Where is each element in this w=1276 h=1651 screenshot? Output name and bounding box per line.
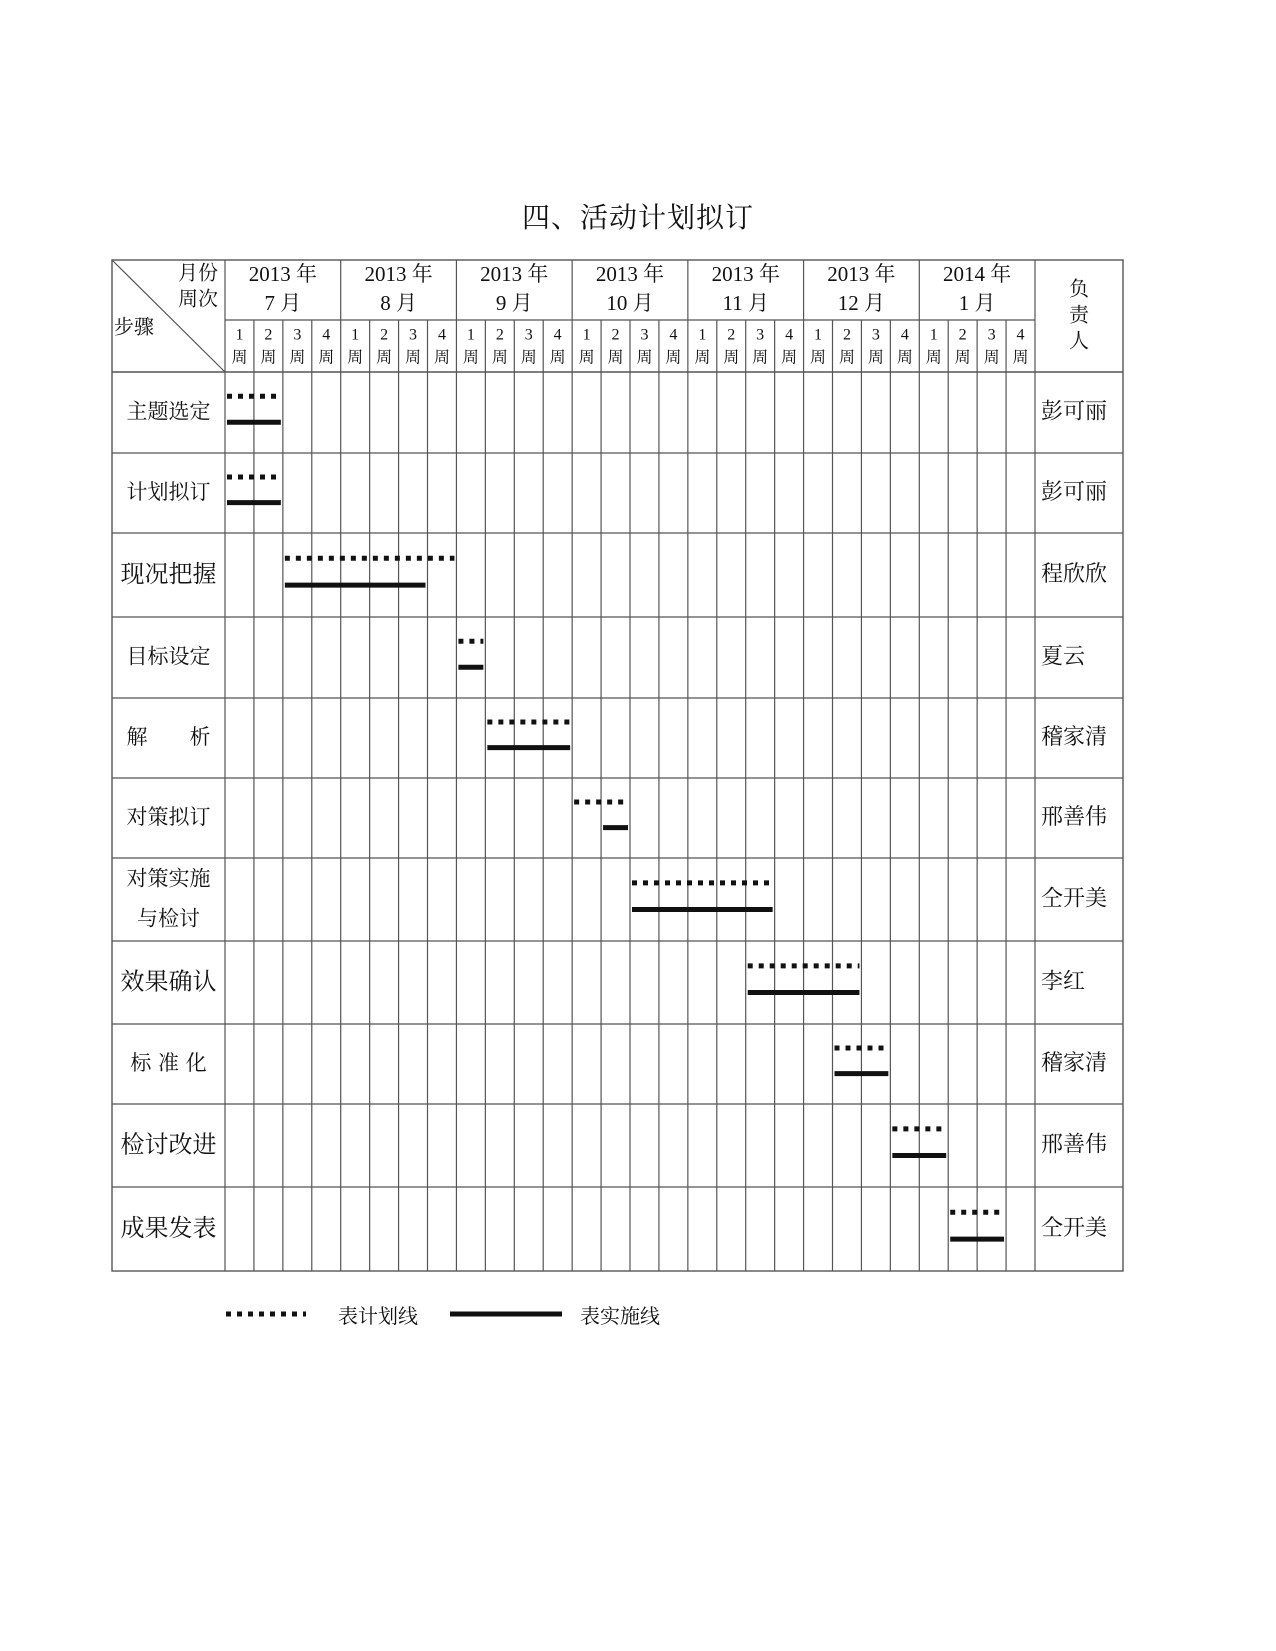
- week-number-label: 1: [814, 326, 823, 344]
- week-number-label: 1: [929, 326, 938, 344]
- week-unit-label: 周: [1012, 347, 1029, 367]
- owner-label: 仝开美: [1041, 886, 1108, 912]
- week-unit-label: 周: [549, 347, 566, 367]
- month-year-label: 2013 年: [711, 261, 780, 286]
- week-unit-label: 周: [925, 347, 942, 367]
- month-year-label: 2013 年: [480, 261, 549, 286]
- week-unit-label: 周: [289, 347, 306, 367]
- step-label: 现况把握: [120, 560, 217, 588]
- month-year-label: 2014 年: [943, 261, 1012, 286]
- step-label: 主题选定: [126, 399, 211, 424]
- week-number-label: 4: [1016, 326, 1025, 344]
- week-number-label: 3: [293, 326, 302, 344]
- week-unit-label: 周: [867, 347, 884, 367]
- week-unit-label: 周: [752, 347, 769, 367]
- week-axis-label: 周次: [178, 286, 218, 311]
- owner-header-char: 负: [1069, 276, 1089, 301]
- owner-label: 稽家清: [1041, 725, 1108, 750]
- week-unit-label: 周: [376, 347, 393, 367]
- week-number-label: 3: [640, 326, 649, 344]
- owner-label: 邢善伟: [1041, 1132, 1108, 1158]
- week-number-label: 3: [524, 326, 533, 344]
- step-label: 检讨改进: [120, 1130, 217, 1159]
- owner-label: 李红: [1041, 969, 1086, 995]
- week-number-label: 2: [380, 326, 389, 344]
- owner-label: 彭可丽: [1041, 399, 1108, 425]
- week-unit-label: 周: [405, 347, 422, 367]
- week-number-label: 1: [351, 326, 360, 344]
- week-unit-label: 周: [983, 347, 1000, 367]
- week-unit-label: 周: [954, 347, 971, 367]
- owner-header-char: 责: [1069, 302, 1089, 327]
- step-label: 标 准 化: [130, 1051, 207, 1075]
- week-number-label: 1: [582, 326, 591, 344]
- week-number-label: 4: [669, 326, 678, 344]
- step-axis-label: 步骤: [114, 314, 154, 339]
- week-number-label: 3: [987, 326, 996, 344]
- owner-label: 彭可丽: [1041, 480, 1108, 505]
- page-title: 四、活动计划拟订: [521, 201, 754, 234]
- month-name-label: 1 月: [958, 290, 996, 315]
- week-unit-label: 周: [462, 347, 479, 367]
- month-name-label: 10 月: [606, 290, 654, 315]
- week-number-label: 4: [553, 326, 562, 344]
- week-unit-label: 周: [781, 347, 798, 367]
- week-number-label: 4: [437, 326, 446, 344]
- month-name-label: 9 月: [495, 290, 533, 315]
- step-label: 效果确认: [120, 967, 217, 996]
- week-number-label: 1: [466, 326, 475, 344]
- week-unit-label: 周: [838, 347, 855, 367]
- owner-label: 稽家清: [1041, 1051, 1108, 1076]
- step-label: 解 析: [126, 725, 211, 749]
- month-year-label: 2013 年: [364, 261, 433, 286]
- owner-label: 仝开美: [1041, 1216, 1108, 1241]
- week-number-label: 2: [958, 326, 967, 344]
- week-unit-label: 周: [520, 347, 537, 367]
- week-unit-label: 周: [260, 347, 277, 367]
- week-number-label: 3: [409, 326, 418, 344]
- week-unit-label: 周: [578, 347, 595, 367]
- week-number-label: 2: [842, 326, 851, 344]
- week-number-label: 3: [756, 326, 765, 344]
- month-name-label: 8 月: [380, 290, 417, 315]
- week-number-label: 4: [900, 326, 909, 344]
- week-number-label: 1: [698, 326, 707, 344]
- owner-header-char: 人: [1069, 328, 1089, 353]
- week-number-label: 4: [322, 326, 331, 344]
- step-label: 成果发表: [120, 1214, 217, 1242]
- week-number-label: 3: [871, 326, 880, 344]
- step-label: 对策拟订: [126, 805, 211, 829]
- month-name-label: 12 月: [837, 290, 886, 315]
- step-label: 计划拟订: [126, 480, 211, 504]
- owner-label: 程欣欣: [1041, 562, 1108, 587]
- week-unit-label: 周: [607, 347, 624, 367]
- week-unit-label: 周: [318, 347, 335, 367]
- month-name-label: 11 月: [722, 290, 769, 315]
- month-axis-label: 月份: [178, 260, 218, 285]
- week-unit-label: 周: [694, 347, 711, 367]
- week-unit-label: 周: [665, 347, 682, 367]
- step-label: 对策实施: [126, 866, 211, 891]
- week-unit-label: 周: [231, 347, 248, 367]
- week-number-label: 4: [785, 326, 794, 344]
- step-label: 目标设定: [126, 644, 211, 669]
- week-number-label: 2: [495, 326, 504, 344]
- month-year-label: 2013 年: [827, 261, 896, 286]
- week-unit-label: 周: [347, 347, 364, 367]
- week-unit-label: 周: [810, 347, 827, 367]
- week-number-label: 1: [235, 326, 244, 344]
- week-number-label: 2: [264, 326, 273, 344]
- owner-label: 邢善伟: [1041, 805, 1108, 830]
- month-name-label: 7 月: [264, 290, 302, 315]
- owner-label: 夏云: [1041, 644, 1086, 670]
- week-unit-label: 周: [723, 347, 740, 367]
- week-unit-label: 周: [491, 347, 508, 367]
- week-number-label: 2: [727, 326, 736, 344]
- month-year-label: 2013 年: [595, 261, 665, 286]
- week-unit-label: 周: [636, 347, 653, 367]
- week-number-label: 2: [611, 326, 620, 344]
- week-unit-label: 周: [896, 347, 913, 367]
- legend-actual-label: 表实施线: [580, 1304, 660, 1328]
- step-label: 与检讨: [137, 906, 200, 931]
- week-unit-label: 周: [433, 347, 450, 367]
- month-year-label: 2013 年: [248, 261, 317, 286]
- legend-plan-label: 表计划线: [338, 1304, 418, 1328]
